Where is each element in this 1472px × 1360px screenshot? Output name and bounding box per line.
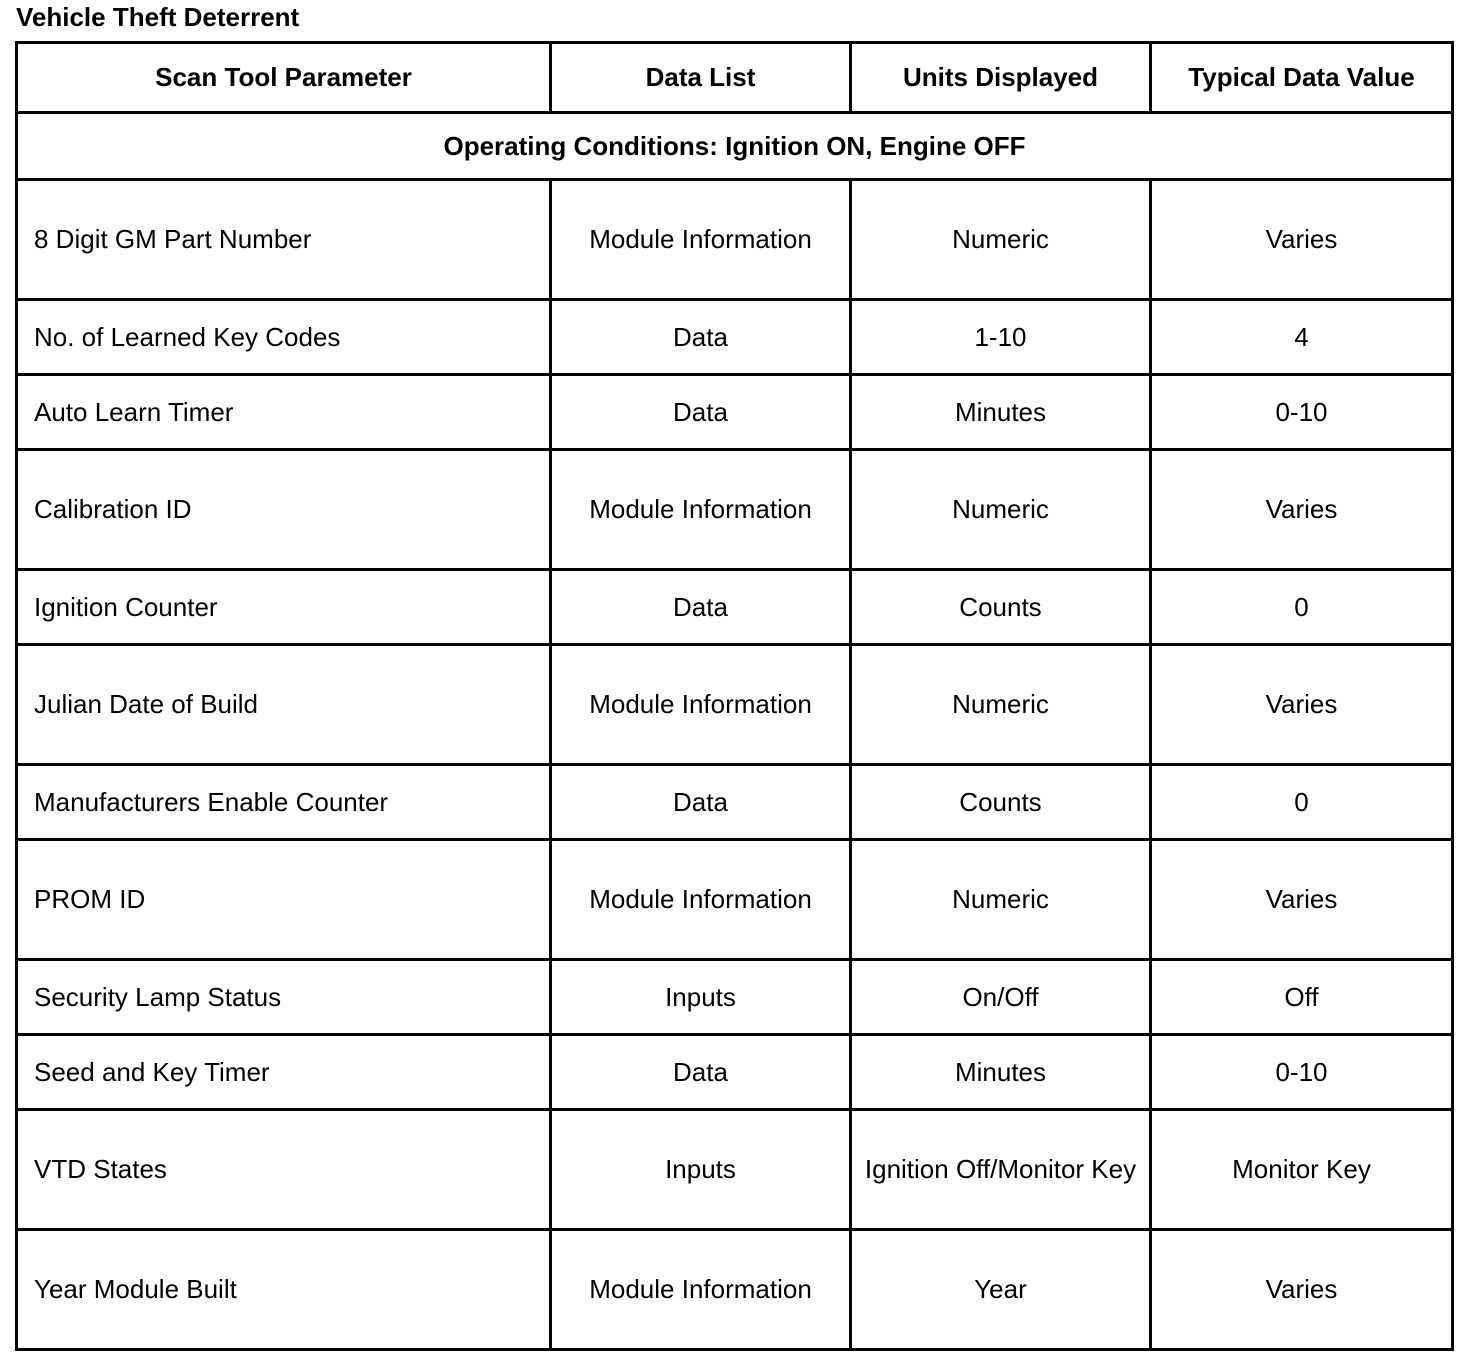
parameter-cell: Year Module Built (17, 1230, 551, 1350)
typical-value-cell: Varies (1151, 450, 1453, 570)
header-units-displayed: Units Displayed (851, 43, 1151, 113)
data-list-cell: Data (551, 300, 851, 375)
units-cell: Year (851, 1230, 1151, 1350)
header-typical-data-value: Typical Data Value (1151, 43, 1453, 113)
table-row (17, 645, 1453, 765)
table-row (17, 450, 1453, 570)
header-row (17, 43, 1453, 113)
data-list-cell: Inputs (551, 1110, 851, 1230)
typical-value-cell: 0 (1151, 570, 1453, 645)
table-row (17, 960, 1453, 1035)
parameter-cell: VTD States (17, 1110, 551, 1230)
typical-value-cell: Varies (1151, 1230, 1453, 1350)
parameter-cell: Ignition Counter (17, 570, 551, 645)
typical-value-cell: 4 (1151, 300, 1453, 375)
table-row (17, 300, 1453, 375)
section-row (17, 113, 1453, 180)
parameter-cell: PROM ID (17, 840, 551, 960)
data-list-cell: Module Information (551, 1230, 851, 1350)
units-cell: Minutes (851, 1035, 1151, 1110)
parameter-cell: Julian Date of Build (17, 645, 551, 765)
table-row (17, 180, 1453, 300)
parameter-cell: Auto Learn Timer (17, 375, 551, 450)
table-row (17, 840, 1453, 960)
table-row (17, 1110, 1453, 1230)
table-row (17, 375, 1453, 450)
operating-conditions: Operating Conditions: Ignition ON, Engine OFF (17, 113, 1453, 180)
units-cell: Counts (851, 570, 1151, 645)
typical-value-cell: Varies (1151, 840, 1453, 960)
data-list-cell: Module Information (551, 645, 851, 765)
units-cell: Numeric (851, 840, 1151, 960)
typical-value-cell: Monitor Key (1151, 1110, 1453, 1230)
table-row (17, 1230, 1453, 1350)
typical-value-cell: Varies (1151, 180, 1453, 300)
units-cell: Numeric (851, 180, 1151, 300)
data-list-cell: Module Information (551, 450, 851, 570)
units-cell: Numeric (851, 450, 1151, 570)
header-data-list: Data List (551, 43, 851, 113)
units-cell: Minutes (851, 375, 1151, 450)
parameter-cell: Seed and Key Timer (17, 1035, 551, 1110)
data-list-cell: Data (551, 375, 851, 450)
data-list-cell: Data (551, 570, 851, 645)
data-list-cell: Data (551, 1035, 851, 1110)
typical-value-cell: Off (1151, 960, 1453, 1035)
parameter-cell: No. of Learned Key Codes (17, 300, 551, 375)
units-cell: 1-10 (851, 300, 1151, 375)
parameter-cell: Manufacturers Enable Counter (17, 765, 551, 840)
document-title: Vehicle Theft Deterrent (16, 2, 300, 32)
data-list-cell: Inputs (551, 960, 851, 1035)
typical-value-cell: 0-10 (1151, 1035, 1453, 1110)
units-cell: Ignition Off/Monitor Key (851, 1110, 1151, 1230)
typical-value-cell: Varies (1151, 645, 1453, 765)
typical-value-cell: 0-10 (1151, 375, 1453, 450)
parameter-cell: Calibration ID (17, 450, 551, 570)
units-cell: Numeric (851, 645, 1151, 765)
units-cell: Counts (851, 765, 1151, 840)
units-cell: On/Off (851, 960, 1151, 1035)
data-list-cell: Module Information (551, 840, 851, 960)
table-row (17, 1035, 1453, 1110)
header-scan-tool-parameter: Scan Tool Parameter (17, 43, 551, 113)
typical-value-cell: 0 (1151, 765, 1453, 840)
scan-tool-data-table (15, 41, 1454, 1351)
table-row (17, 570, 1453, 645)
parameter-cell: 8 Digit GM Part Number (17, 180, 551, 300)
table-row (17, 765, 1453, 840)
parameter-cell: Security Lamp Status (17, 960, 551, 1035)
data-list-cell: Data (551, 765, 851, 840)
data-list-cell: Module Information (551, 180, 851, 300)
